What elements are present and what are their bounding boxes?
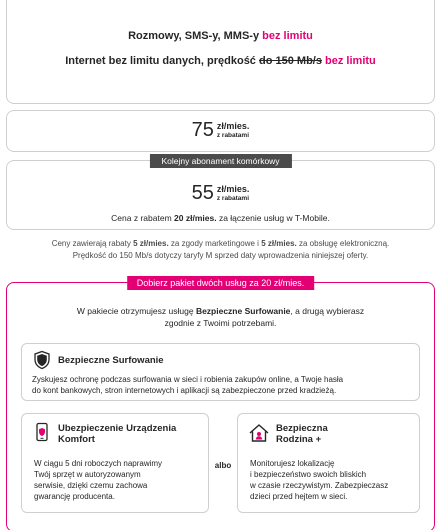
unlimited-badge-internet: bez limitu	[325, 55, 376, 67]
price-amount-second: 55	[191, 182, 214, 204]
internet-feature-text: Internet bez limitu danych, prędkość do 150 Mb/s bez limitu	[65, 55, 376, 67]
unlimited-badge: bez limitu	[262, 30, 313, 42]
second-plan-label: Kolejny abonament komórkowy	[149, 154, 291, 168]
safe-surfing-title: Bezpieczne Surfowanie	[58, 355, 164, 366]
plan-features-box	[6, 0, 435, 104]
calls-feature-text: Rozmowy, SMS-y, MMS-y bez limitu	[128, 30, 313, 42]
discount-text: Cena z rabatem 20 zł/mies. za łączenie usług w T-Mobile.	[111, 213, 330, 223]
safe-family-description: Monitorujesz lokalizację i bezpieczeństwo swoich bliskich w czasie rzeczywistym. Zabezpieczasz dzieci przed hejtem w sieci.	[250, 459, 389, 501]
old-speed-strikethrough: do 150 Mb/s	[259, 55, 322, 67]
safe-surfing-card[interactable]	[21, 343, 420, 401]
price-sub-second: z rabatami	[216, 195, 250, 202]
safe-family-title: Bezpieczna Rodzina +	[276, 423, 328, 445]
device-insurance-title: Ubezpieczenie Urządzenia Komfort	[58, 423, 177, 445]
device-insurance-card[interactable]	[21, 413, 209, 513]
second-plan-box	[6, 156, 435, 230]
main-price-box	[6, 110, 435, 152]
price-disclaimer: Ceny zawierają rabaty 5 zł/mies. za zgody marketingowe i 5 zł/mies. za obsługę elektroniczną. Prędkość do 150 Mb/s dotyczy taryfy M sprzed daty wprowadzenia niniejszej oferty.	[51, 239, 390, 260]
device-insurance-description: W ciągu 5 dni roboczych naprawimy Twój sprzęt w autoryzowanym serwisie, dzięki czemu zachowa gwarancję producenta.	[34, 459, 163, 501]
safe-surfing-description: Zyskujesz ochronę podczas surfowania w sieci i robienia zakupów online, a Twoje hasła do kont bankowych, stron internetowych i aplikacji są zabezpieczone przed kradzieżą.	[32, 375, 344, 395]
second-plan-price	[7, 183, 434, 203]
price-unit-second: zł/mies.	[216, 184, 250, 194]
home-icon	[248, 422, 270, 444]
package-box	[6, 278, 435, 530]
price-unit: zł/mies.	[216, 121, 250, 131]
package-label: Dobierz pakiet dwóch usług za 20 zł/mies.	[127, 276, 315, 290]
shield-icon	[32, 350, 52, 370]
or-separator: albo	[214, 461, 232, 470]
phone-shield-icon	[32, 422, 52, 442]
price-sub: z rabatami	[216, 132, 250, 139]
price-amount: 75	[191, 119, 214, 141]
safe-family-card[interactable]	[237, 413, 420, 513]
main-price	[7, 120, 434, 140]
package-intro: W pakiecie otrzymujesz usługę Bezpieczne Surfowanie, a drugą wybierasz zgodnie z Twoimi potrzebami.	[76, 306, 365, 328]
